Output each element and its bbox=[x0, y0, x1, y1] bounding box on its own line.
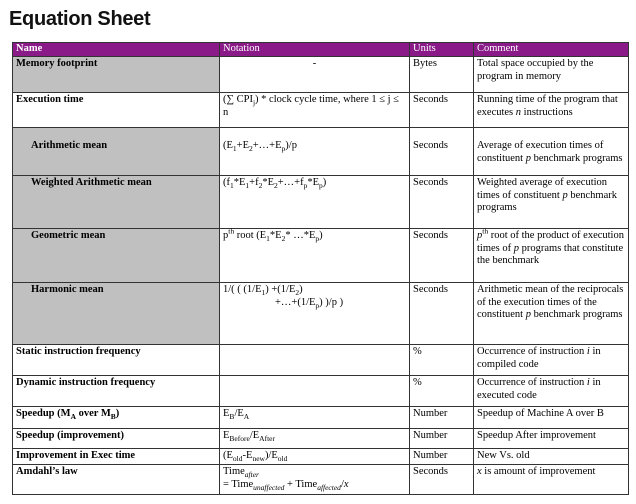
equation-table bbox=[12, 42, 629, 495]
row-notation: $E_B/E_A$ bbox=[220, 407, 410, 429]
row-name: Static instruction frequency bbox=[13, 345, 220, 376]
row-name: Execution time bbox=[13, 93, 220, 128]
row-name: Speedup ($M_A$ over $M_B$) bbox=[13, 407, 220, 429]
table-row bbox=[13, 407, 629, 429]
table-row bbox=[13, 128, 629, 176]
row-name: Improvement in Exec time bbox=[13, 449, 220, 465]
row-units: Seconds bbox=[410, 283, 474, 345]
row-notation: $E_{Before}/E_{After}$ bbox=[220, 429, 410, 449]
page-title: Equation Sheet bbox=[9, 8, 151, 30]
row-name: Arithmetic mean bbox=[13, 128, 220, 176]
row-units: Number bbox=[410, 449, 474, 465]
row-units: Seconds bbox=[410, 128, 474, 176]
row-comment: Occurrence of instruction i in executed code bbox=[474, 376, 629, 407]
row-comment: Running time of the program that executes n instructions bbox=[474, 93, 629, 128]
table-row bbox=[13, 176, 629, 229]
row-notation: $(f_1*E_1+f_2*E_2+\dots+f_p*E_p)$ bbox=[220, 176, 410, 229]
row-units: Bytes bbox=[410, 57, 474, 93]
row-comment: Arithmetic mean of the reciprocals of the execution times of the constituent p benchmark programs bbox=[474, 283, 629, 345]
row-units: Seconds bbox=[410, 465, 474, 495]
row-comment: Average of execution times of constituent p benchmark programs bbox=[474, 128, 629, 176]
row-name: Speedup (improvement) bbox=[13, 429, 220, 449]
row-name: Harmonic mean bbox=[13, 283, 220, 345]
table-row bbox=[13, 283, 629, 345]
row-notation: $(E_{old}-E_{new})/E_{old}$ bbox=[220, 449, 410, 465]
row-units: % bbox=[410, 345, 474, 376]
table-row bbox=[13, 429, 629, 449]
table-row bbox=[13, 449, 629, 465]
row-notation bbox=[220, 345, 410, 376]
row-notation: (∑ $CPI_j$) * clock cycle time, where 1 ≤ j ≤ n bbox=[220, 93, 410, 128]
row-comment: $p^{th}$ root of the product of execution times of p programs that constitute the benchmark bbox=[474, 229, 629, 283]
row-comment: Speedup After improvement bbox=[474, 429, 629, 449]
row-comment: Occurrence of instruction i in compiled code bbox=[474, 345, 629, 376]
row-units: Seconds bbox=[410, 229, 474, 283]
table-row bbox=[13, 57, 629, 93]
column-header-comment: Comment bbox=[474, 43, 629, 57]
row-comment: Weighted average of execution times of constituent p benchmark programs bbox=[474, 176, 629, 229]
row-name: Amdahl’s law bbox=[13, 465, 220, 495]
row-comment: New Vs. old bbox=[474, 449, 629, 465]
row-name: Dynamic instruction frequency bbox=[13, 376, 220, 407]
row-notation: Time$_{after}$ = Time$_{unaffected}$ + Time$_{affected}$/x bbox=[220, 465, 410, 495]
row-comment: x is amount of improvement bbox=[474, 465, 629, 495]
row-name: Memory footprint bbox=[13, 57, 220, 93]
table-row bbox=[13, 229, 629, 283]
header-row bbox=[13, 43, 629, 57]
table-row bbox=[13, 345, 629, 376]
row-units: Number bbox=[410, 407, 474, 429]
row-units: % bbox=[410, 376, 474, 407]
row-comment: Total space occupied by the program in memory bbox=[474, 57, 629, 93]
row-units: Seconds bbox=[410, 93, 474, 128]
row-units: Seconds bbox=[410, 176, 474, 229]
row-units: Number bbox=[410, 429, 474, 449]
table-row bbox=[13, 465, 629, 495]
row-notation: $(E_1+E_2+\dots+E_p)/p$ bbox=[220, 128, 410, 176]
row-notation bbox=[220, 376, 410, 407]
column-header-notation: Notation bbox=[220, 43, 410, 57]
row-comment: Speedup of Machine A over B bbox=[474, 407, 629, 429]
row-name: Weighted Arithmetic mean bbox=[13, 176, 220, 229]
column-header-name: Name bbox=[13, 43, 220, 57]
table-row bbox=[13, 93, 629, 128]
row-notation: 1/( ( $(1/E_1) +(1/E_2)$ $+\dots+(1/E_p)$ )/p ) bbox=[220, 283, 410, 345]
row-notation: $p^{th}$ root ($E_1*E_2*$ $\dots*E_p$) bbox=[220, 229, 410, 283]
table-row bbox=[13, 376, 629, 407]
column-header-units: Units bbox=[410, 43, 474, 57]
row-name: Geometric mean bbox=[13, 229, 220, 283]
row-notation: - bbox=[220, 57, 410, 93]
